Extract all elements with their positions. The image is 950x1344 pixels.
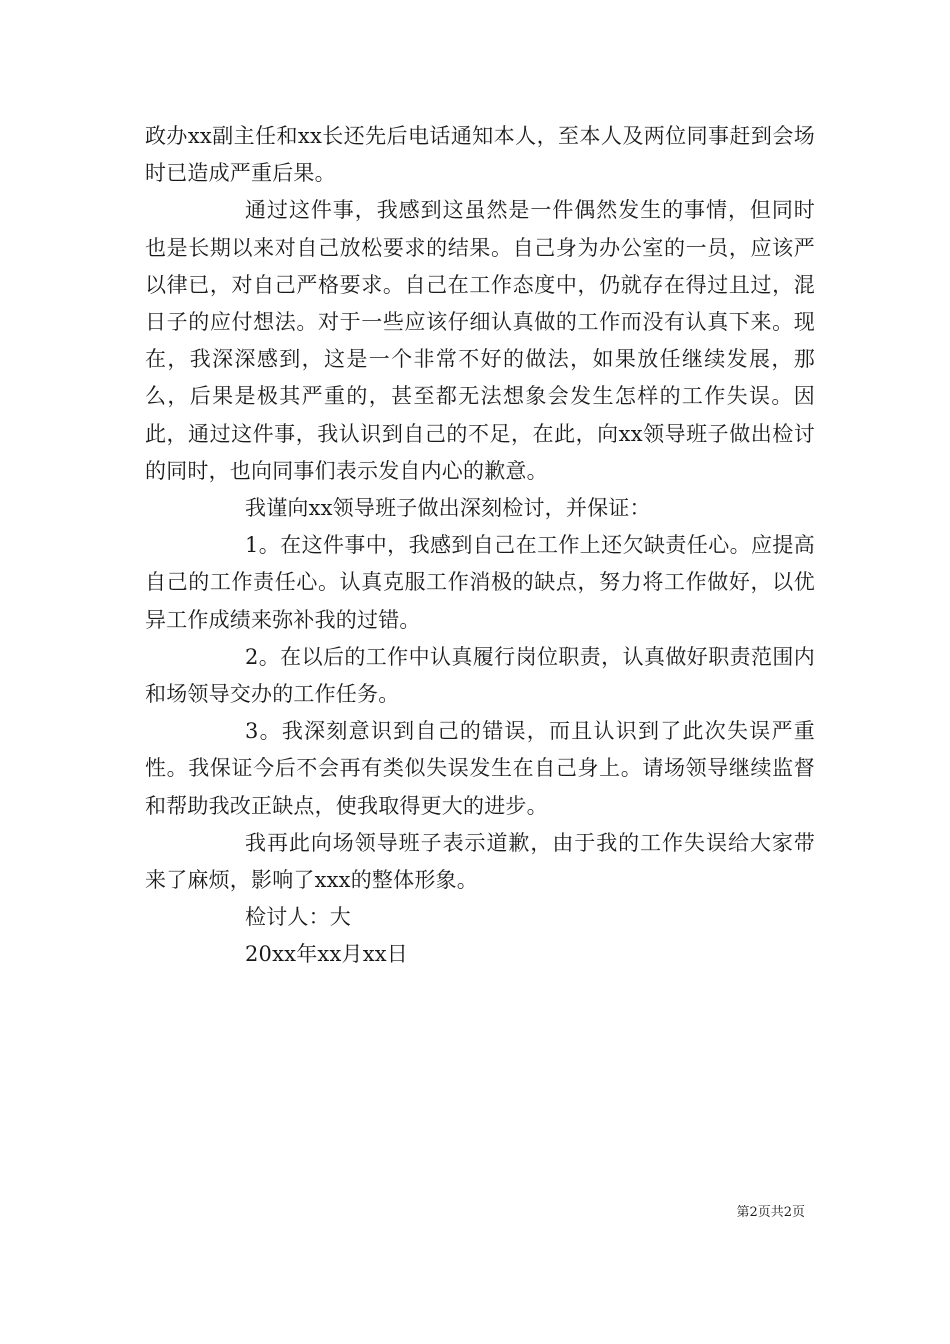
paragraph-pledge-intro: 我谨向xx领导班子做出深刻检讨，并保证： — [245, 496, 651, 521]
paragraph-pledge-1: 1。在这件事中，我感到自己在工作上还欠缺责任心。应提高自己的工作责任心。认真克服工作消极的缺点，努力将工作做好，以优异工作成绩来弥补我的过错。 — [145, 533, 815, 632]
paragraph-pledge-2: 2。在以后的工作中认真履行岗位职责，认真做好职责范围内和场领导交办的工作任务。 — [145, 644, 815, 707]
paragraph-reflection: 通过这件事，我感到这虽然是一件偶然发生的事情，但同时也是长期以来对自己放松要求的结果。自己身为办公室的一员，应该严以律已，对自己严格要求。自己在工作态度中，仍就存在得过且过，混日子的应付想法。对于一些应该仔细认真做的工作而没有认真下来。现在，我深深感到，这是一个非常不好的做法，如果放任继续发展，那么，后果是极其严重的，甚至都无法想象会发生怎样的工作失误。因此，通过这件事，我认识到自己的不足，在此，向xx领导班子做出检讨的同时，也向同事们表示发自内心的歉意。 — [145, 198, 815, 483]
document-body — [145, 118, 815, 974]
paragraph-apology: 我再此向场领导班子表示道歉，由于我的工作失误给大家带来了麻烦，影响了xxx的整体形象。 — [145, 830, 815, 893]
date-line: 20xx年xx月xx日 — [245, 942, 408, 967]
paragraph-continuation: 政办xx副主任和xx长还先后电话通知本人，至本人及两位同事赶到会场时已造成严重后果。 — [145, 124, 815, 186]
page-number-footer: 第2页共2页 — [736, 1205, 805, 1220]
paragraph-pledge-3: 3。我深刻意识到自己的错误，而且认识到了此次失误严重性。我保证今后不会再有类似失误发生在自己身上。请场领导继续监督和帮助我改正缺点，使我取得更大的进步。 — [145, 719, 815, 818]
signature-line: 检讨人：大 — [245, 905, 351, 930]
